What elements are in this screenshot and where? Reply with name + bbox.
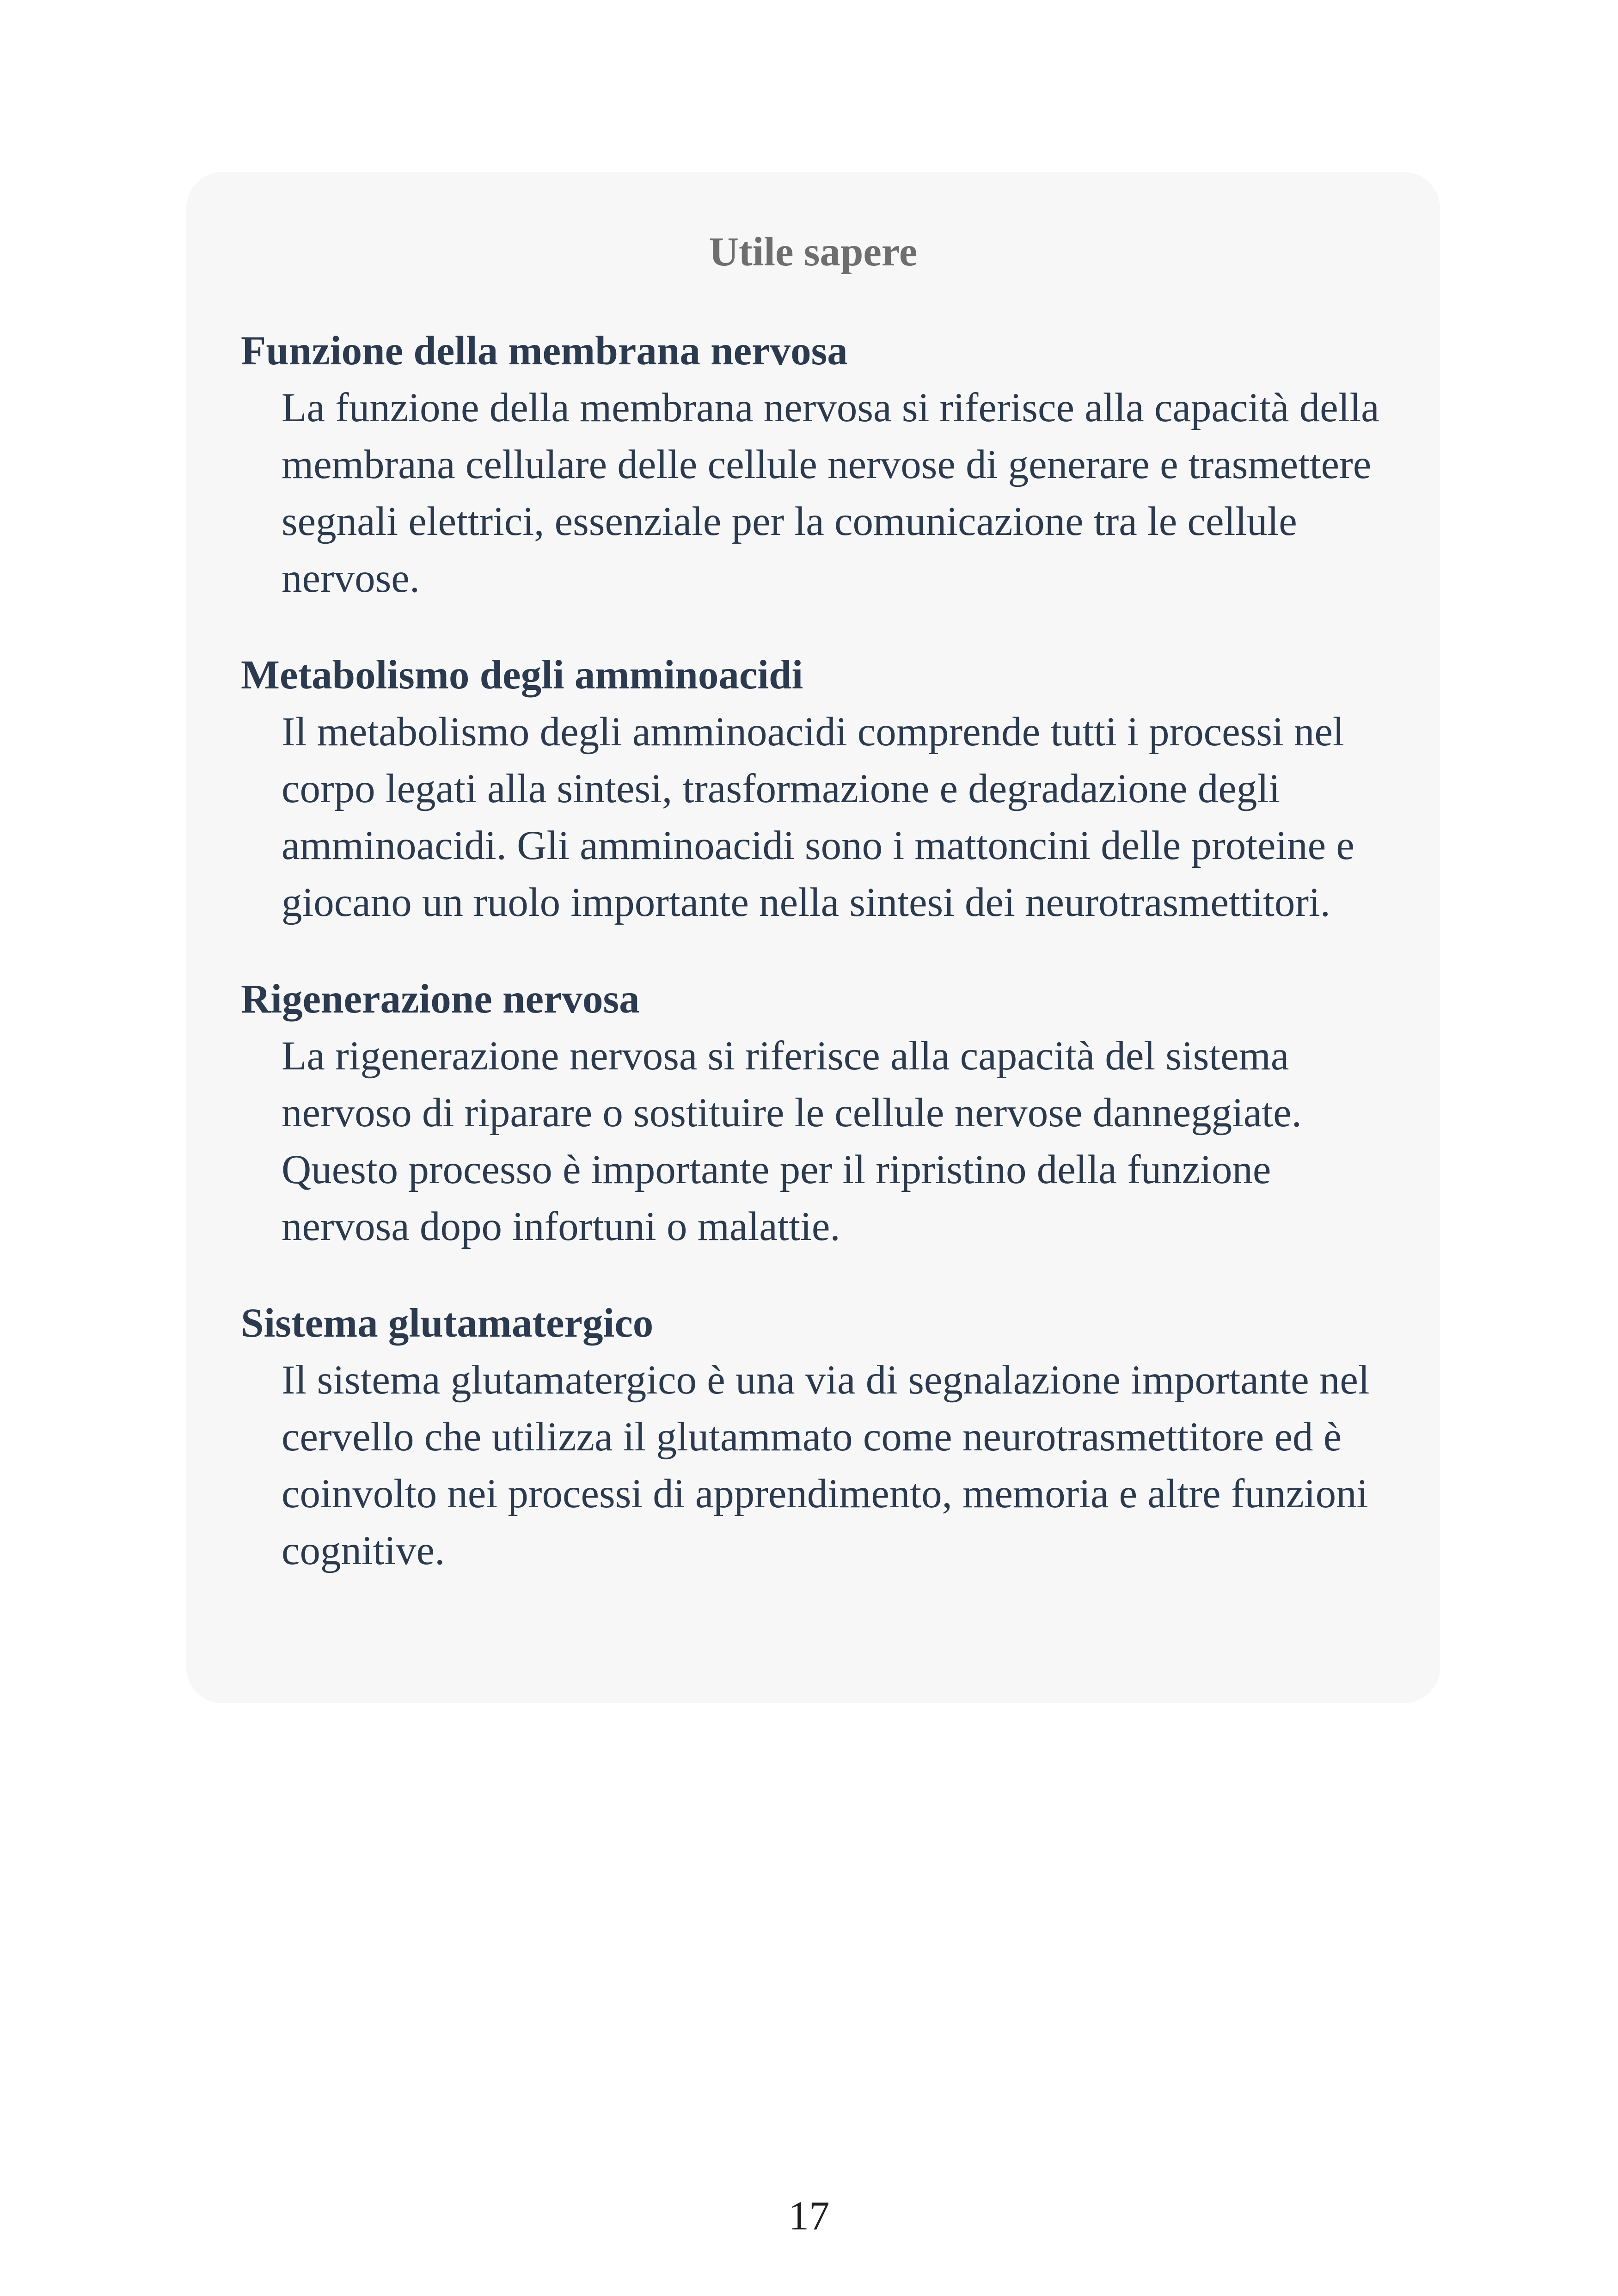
glossary-term: Metabolismo degli amminoacidi [241,652,803,698]
glossary-definition: Il metabolismo degli amminoacidi comprende tutti i processi nel corpo legati alla sintesi, trasformazione e degradazione degli amminoacidi. Gli amminoacidi sono i mattoncini delle proteine e giocano un ruolo importante nella sintesi dei neurotrasmettitori. [282,709,1354,925]
glossary-definition: La rigenerazione nervosa si riferisce alla capacità del sistema nervoso di riparare o sostituire le cellule nervose danneggiate. Questo processo è importante per il ripristino della funzione nervosa dopo infortuni o malattie. [282,1033,1302,1249]
box-title: Utile sapere [709,229,918,275]
glossary-term: Sistema glutamatergico [241,1301,654,1346]
glossary-entry [241,323,1385,607]
glossary-definition: La funzione della membrana nervosa si riferisce alla capacità della membrana cellulare delle cellule nervose di generare e trasmettere segnali elettrici, essenziale per la comunicazione tra le cellule nervose. [282,385,1379,601]
info-box [186,172,1440,1703]
glossary-entry [241,971,1385,1255]
glossary-list [241,323,1385,1619]
glossary-term: Funzione della membrana nervosa [241,328,848,374]
glossary-entry [241,647,1385,931]
page-number: 17 [788,2193,830,2239]
glossary-term: Rigenerazione nervosa [241,976,640,1022]
glossary-entry [241,1295,1385,1579]
glossary-definition: Il sistema glutamatergico è una via di segnalazione importante nel cervello che utilizza il glutammato come neurotrasmettitore ed è coinvolto nei processi di apprendimento, memoria e altre funzioni cognitive. [282,1357,1370,1573]
